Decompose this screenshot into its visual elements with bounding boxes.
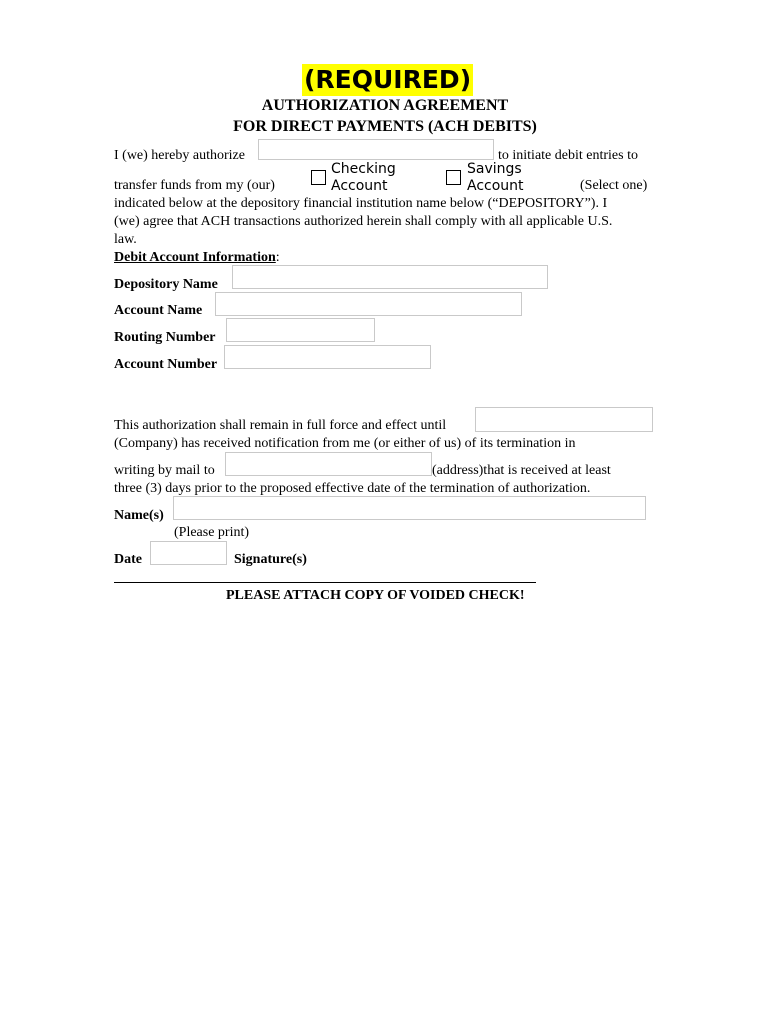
- mail-address-field[interactable]: [225, 452, 432, 476]
- company-name-field[interactable]: [258, 139, 494, 160]
- savings-label-2: Account: [467, 178, 524, 194]
- termination-line1: This authorization shall remain in full force and effect until: [114, 418, 447, 433]
- checking-account-checkbox[interactable]: [311, 170, 326, 185]
- depository-name-label: Depository Name: [114, 277, 218, 292]
- account-number-field[interactable]: [224, 345, 431, 369]
- debit-info-colon: :: [275, 250, 280, 265]
- intro-line4: (we) agree that ACH transactions authorized herein shall comply with all applicable U.S.: [114, 214, 613, 229]
- title-line-2: FOR DIRECT PAYMENTS (ACH DEBITS): [233, 118, 537, 135]
- company-termination-field[interactable]: [475, 407, 653, 432]
- depository-name-field[interactable]: [232, 265, 548, 289]
- account-name-field[interactable]: [215, 292, 522, 316]
- termination-line2: (Company) has received notification from me (or either of us) of its termination in: [114, 436, 576, 451]
- termination-line4: three (3) days prior to the proposed effective date of the termination of authorization.: [114, 481, 591, 496]
- date-label: Date: [114, 552, 142, 567]
- account-number-label: Account Number: [114, 357, 218, 372]
- select-one-note: (Select one): [580, 178, 648, 193]
- checking-label-1: Checking: [331, 161, 396, 177]
- title-line-1: AUTHORIZATION AGREEMENT: [261, 97, 509, 114]
- intro-line3: indicated below at the depository financial institution name below (“DEPOSITORY”). I: [114, 196, 608, 211]
- routing-number-field[interactable]: [226, 318, 375, 342]
- savings-label-1: Savings: [467, 161, 522, 177]
- attach-voided-check-note: PLEASE ATTACH COPY OF VOIDED CHECK!: [226, 588, 525, 603]
- debit-info-heading-row: [114, 250, 280, 266]
- intro-line2-prefix: transfer funds from my (our): [114, 178, 275, 193]
- savings-account-checkbox[interactable]: [446, 170, 461, 185]
- please-print-note: (Please print): [174, 525, 250, 540]
- termination-line3-suffix: (address)that is received at least: [432, 463, 611, 478]
- required-banner: (REQUIRED): [304, 65, 472, 94]
- account-name-label: Account Name: [114, 303, 203, 318]
- names-field[interactable]: [173, 496, 646, 520]
- intro-line1-suffix: to initiate debit entries to: [498, 148, 638, 163]
- debit-info-heading: Debit Account Information: [114, 250, 276, 265]
- signature-label: Signature(s): [234, 552, 307, 567]
- intro-line1-prefix: I (we) hereby authorize: [114, 148, 245, 163]
- date-field[interactable]: [150, 541, 227, 565]
- termination-line3-prefix: writing by mail to: [114, 463, 215, 478]
- routing-number-label: Routing Number: [114, 330, 216, 345]
- signature-line: [114, 582, 536, 583]
- intro-line5: law.: [114, 232, 137, 247]
- names-label: Name(s): [114, 508, 164, 523]
- checking-label-2: Account: [331, 178, 388, 194]
